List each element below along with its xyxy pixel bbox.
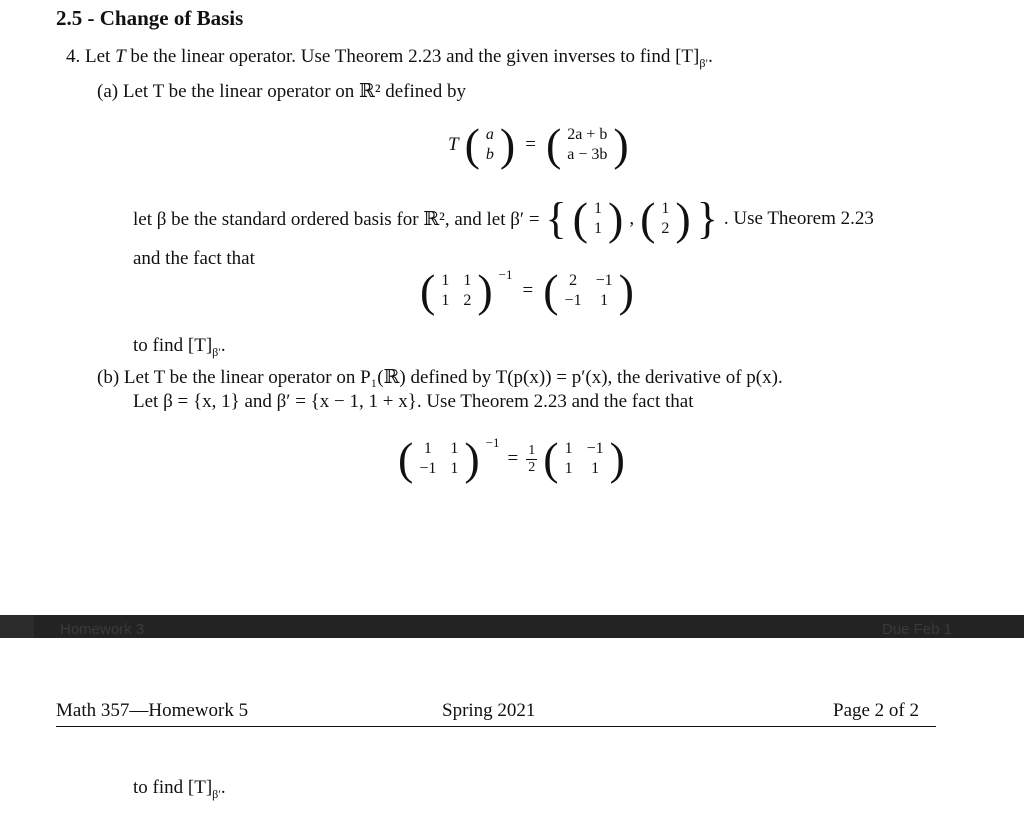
footer-course: Math 357—Homework 5 xyxy=(56,700,249,721)
matrix-b-inverse: 1 −1 1 1 xyxy=(564,440,604,477)
part-b-inverse-equation: ( 1 1 −1 1 ) −1 = $\frac{1}{2}$ ( 1 −1 1 1 ) xyxy=(398,433,625,484)
footer-divider xyxy=(56,726,936,727)
basis-vector-2: 1 2 xyxy=(661,200,670,237)
assignment-overlay-bar[interactable] xyxy=(0,615,1024,638)
part-b-line-1: (b) Let T be the linear operator on P₁(ℝ) defined by T(p(x)) = p′(x), the derivative of p(x). xyxy=(97,367,783,388)
problem-prompt: 4. Let T be the linear operator. Use Theorem 2.23 and the given inverses to find $[T]_{\beta'}$. xyxy=(66,46,713,70)
matrix-a-inverse: 2 −1 −1 1 xyxy=(564,272,613,309)
part-a-definition: T ( a b ) = ( 2a + b a − 3b ) xyxy=(448,119,629,170)
input-vector: a b xyxy=(485,126,494,163)
menu-icon[interactable] xyxy=(0,615,34,638)
basis-vector-1: 1 1 xyxy=(594,200,602,237)
tail-find: to find $[T]_{\beta'}$. xyxy=(133,777,226,801)
part-a-fact-text: and the fact that xyxy=(133,248,255,269)
overlay-title: Homework 3 xyxy=(60,621,145,638)
part-b-line-2: Let β = {x, 1} and β′ = {x − 1, 1 + x}. Use Theorem 2.23 and the fact that xyxy=(133,391,694,412)
output-vector: 2a + b a − 3b xyxy=(567,126,608,163)
part-a-label: (a) xyxy=(97,81,119,102)
part-a-inverse-equation: ( 1 1 1 2 ) −1 = ( 2 −1 −1 1 ) xyxy=(420,265,634,316)
footer-page: Page 2 of 2 xyxy=(833,700,920,721)
part-a-intro: (a) Let T be the linear operator on ℝ² defined by xyxy=(97,81,466,102)
part-b-label: (b) xyxy=(97,367,120,388)
part-a-basis-line: let β be the standard ordered basis for ℝ², and let β′ = { ( 1 1 ) , ( 1 2 ) } . Use Theorem 2.23 xyxy=(133,193,874,244)
matrix-a: 1 1 1 2 xyxy=(441,272,472,309)
overlay-due-date: Due Feb 1 xyxy=(882,621,953,638)
matrix-b: 1 1 −1 1 xyxy=(419,440,459,477)
section-title: 2.5 - Change of Basis xyxy=(56,6,244,30)
part-a-find: to find $[T]_{\beta'}$. xyxy=(133,335,226,359)
fraction-one-half: $\frac{1}{2}$ xyxy=(528,443,536,475)
problem-number: 4. xyxy=(66,46,81,67)
footer-term: Spring 2021 xyxy=(442,700,536,721)
